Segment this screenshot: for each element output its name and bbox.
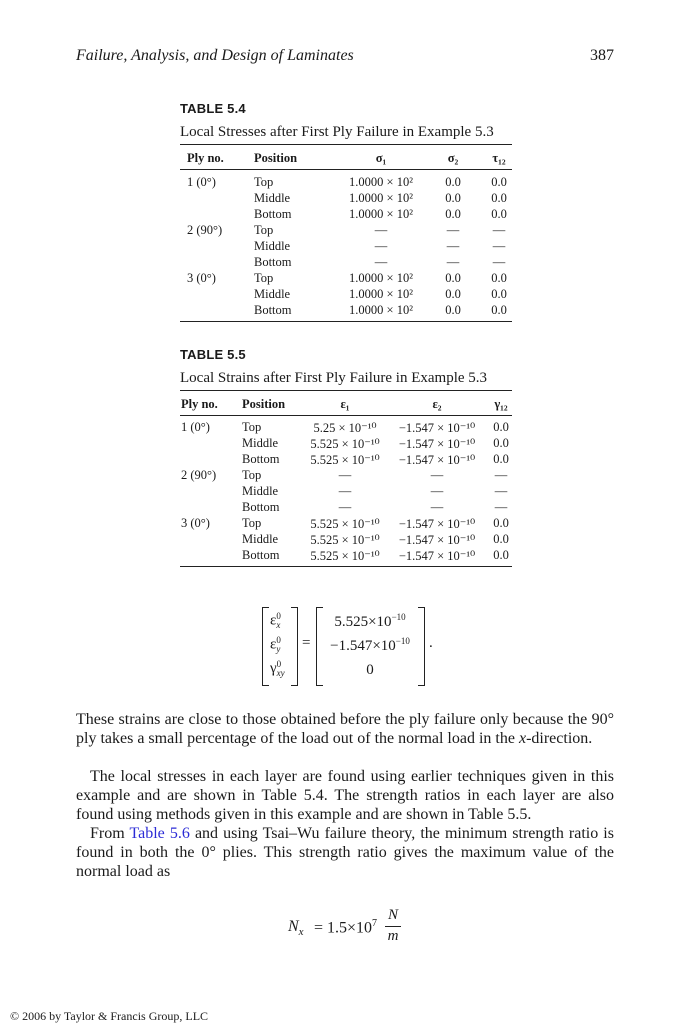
table-cell-position: Top xyxy=(254,175,274,189)
table-cell-position: Bottom xyxy=(242,500,280,514)
right-bracket-rhs xyxy=(418,607,425,686)
value-mantissa: −1.547×10 xyxy=(330,638,396,654)
table-cell-col-3: 1.0000 × 10² xyxy=(349,271,413,285)
table-cell-col-4: −1.547 × 10⁻¹⁰ xyxy=(398,437,476,451)
table-5-4-bottom-rule xyxy=(180,321,512,322)
load-value-mantissa: = 1.5×10 xyxy=(314,919,373,937)
table-cell-col-5: 0.0 xyxy=(491,175,507,189)
table-cell-col-4: — xyxy=(430,500,444,514)
table-cell-position: Bottom xyxy=(254,255,292,269)
table-cell-position: Top xyxy=(242,468,262,482)
header-col-5: τ₁₂ xyxy=(492,151,506,165)
table-5-5-top-rule xyxy=(180,390,512,391)
table-cell-col-5: — xyxy=(494,500,508,514)
fraction-bar xyxy=(385,926,401,927)
table-5-4-top-rule xyxy=(180,144,512,145)
load-value xyxy=(314,918,377,937)
table-cell-col-5: 0.0 xyxy=(491,207,507,221)
load-subscript: x xyxy=(298,926,304,939)
table-cell-col-5: 0.0 xyxy=(493,548,509,562)
unit-denominator: m xyxy=(387,928,399,944)
table-cell-col-4: 0.0 xyxy=(445,287,461,301)
table-cell-col-5: 0.0 xyxy=(491,271,507,285)
header-col-4: ε₂ xyxy=(432,397,442,411)
paragraph-1-text-b: -direction. xyxy=(526,730,593,747)
table-cell-col-3: — xyxy=(338,468,352,482)
strain-component xyxy=(270,660,285,678)
value-exponent: −10 xyxy=(395,636,410,646)
equation-period: . xyxy=(429,635,433,651)
paragraph-1-text-a: These strains are close to those obtained before the ply failure only because the 90° ply takes a small percentage of the load out of the normal load in the xyxy=(76,711,614,747)
table-cell-position: Top xyxy=(242,516,262,530)
strain-symbol: γ xyxy=(270,660,277,677)
table-cell-col-4: −1.547 × 10⁻¹⁰ xyxy=(398,533,476,547)
table-cell-position: Top xyxy=(242,420,262,434)
strain-symbol: ε xyxy=(270,636,277,653)
table-cell-position: Middle xyxy=(242,484,279,498)
table-cell-col-4: 0.0 xyxy=(445,303,461,317)
table-cell-position: Middle xyxy=(242,532,279,546)
table-cell-col-3: 1.0000 × 10² xyxy=(349,175,413,189)
value-mantissa: 5.525×10 xyxy=(334,614,392,630)
strain-component xyxy=(270,612,281,630)
load-symbol xyxy=(288,918,304,938)
table-cell-col-4: −1.547 × 10⁻¹⁰ xyxy=(398,549,476,563)
table-cell-col-5: 0.0 xyxy=(491,303,507,317)
table-cell-col-3: 5.525 × 10⁻¹⁰ xyxy=(310,533,380,547)
table-cell-ply-no: 2 (90°) xyxy=(187,223,223,237)
table-cell-position: Middle xyxy=(254,239,291,253)
table-cell-col-3: — xyxy=(338,484,352,498)
left-bracket-lhs xyxy=(262,607,269,686)
strain-symbol: ε xyxy=(270,612,277,629)
load-symbol-n: N xyxy=(288,918,299,935)
header-ply-no: Ply no. xyxy=(181,397,218,411)
right-bracket-lhs xyxy=(291,607,298,686)
equals-sign: = xyxy=(302,635,311,651)
strain-subscript: xy xyxy=(276,668,285,678)
table-cell-col-5: 0.0 xyxy=(491,191,507,205)
table-cell-col-5: 0.0 xyxy=(493,452,509,466)
table-cell-col-4: −1.547 × 10⁻¹⁰ xyxy=(398,421,476,435)
strain-superscript: 0 xyxy=(276,611,281,621)
header-col-3: σ₁ xyxy=(375,151,387,165)
table-cell-col-4: −1.547 × 10⁻¹⁰ xyxy=(398,453,476,467)
table-cell-position: Top xyxy=(254,223,274,237)
table-cell-col-3: 5.525 × 10⁻¹⁰ xyxy=(310,517,380,531)
table-5-4-label: TABLE 5.4 xyxy=(180,101,246,116)
table-cell-col-4: −1.547 × 10⁻¹⁰ xyxy=(398,517,476,531)
strain-superscript: 0 xyxy=(276,635,281,645)
paragraph-3 xyxy=(76,824,614,881)
table-cell-col-4: 0.0 xyxy=(445,207,461,221)
paragraph-3-text-b: and using Tsai–Wu failure theory, the minimum strength ratio is found in both the 0° plies. This strength ratio gives the maximum value of the normal load as xyxy=(76,825,614,880)
table-cell-col-5: — xyxy=(492,239,506,253)
table-5-5-bottom-rule xyxy=(180,566,512,567)
table-cell-col-3: — xyxy=(374,255,388,269)
table-cell-col-4: 0.0 xyxy=(445,271,461,285)
table-cell-col-3: 1.0000 × 10² xyxy=(349,303,413,317)
table-cell-col-3: 5.25 × 10⁻¹⁰ xyxy=(313,421,377,435)
strain-subscript: y xyxy=(276,644,281,654)
table-cell-position: Top xyxy=(254,271,274,285)
value-mantissa: 0 xyxy=(366,662,374,678)
table-cell-col-4: — xyxy=(446,239,460,253)
table-cell-col-4: — xyxy=(430,468,444,482)
table-cell-ply-no: 3 (0°) xyxy=(187,271,216,285)
table-cell-col-4: — xyxy=(446,223,460,237)
value-component xyxy=(322,612,418,631)
table-5-4-header-rule xyxy=(180,169,512,170)
header-ply-no: Ply no. xyxy=(187,151,224,165)
table-cell-ply-no: 3 (0°) xyxy=(181,516,210,530)
strain-subscript: x xyxy=(276,620,281,630)
table-cell-col-5: — xyxy=(492,223,506,237)
paragraph-1-x: x xyxy=(518,730,527,747)
header-col-3: ε₁ xyxy=(340,397,350,411)
table-cell-col-3: 1.0000 × 10² xyxy=(349,191,413,205)
table-cell-ply-no: 1 (0°) xyxy=(181,420,210,434)
table-cell-col-3: 5.525 × 10⁻¹⁰ xyxy=(310,549,380,563)
paragraph-1 xyxy=(76,710,614,748)
strain-component xyxy=(270,636,281,654)
table-5-5-caption: Local Strains after First Ply Failure in Example 5.3 xyxy=(180,370,488,386)
table-cell-col-3: 5.525 × 10⁻¹⁰ xyxy=(310,437,380,451)
table-cell-col-4: — xyxy=(430,484,444,498)
table-cell-col-5: 0.0 xyxy=(491,287,507,301)
table-cell-col-5: 0.0 xyxy=(493,532,509,546)
table-cell-position: Bottom xyxy=(242,452,280,466)
header-col-5: γ₁₂ xyxy=(494,397,508,411)
table-cell-col-5: 0.0 xyxy=(493,516,509,530)
table-cell-col-5: — xyxy=(494,484,508,498)
table-5-4-caption: Local Stresses after First Ply Failure in Example 5.3 xyxy=(180,124,494,140)
table-cell-col-3: — xyxy=(338,500,352,514)
table-cell-col-3: 1.0000 × 10² xyxy=(349,287,413,301)
header-position: Position xyxy=(242,397,286,411)
strain-superscript: 0 xyxy=(276,659,282,669)
table-cell-col-3: 5.525 × 10⁻¹⁰ xyxy=(310,453,380,467)
unit-numerator: N xyxy=(387,907,398,923)
value-component xyxy=(322,636,418,655)
table-cell-col-4: 0.0 xyxy=(445,191,461,205)
table-cell-col-3: 1.0000 × 10² xyxy=(349,207,413,221)
table-cell-col-5: 0.0 xyxy=(493,436,509,450)
table-cell-position: Bottom xyxy=(254,207,292,221)
table-cell-position: Middle xyxy=(254,191,291,205)
value-component xyxy=(322,660,418,679)
table-5-6-link[interactable]: Table 5.6 xyxy=(129,825,190,842)
table-cell-col-5: — xyxy=(494,468,508,482)
load-value-exponent: 7 xyxy=(372,918,378,929)
header-col-4: σ₂ xyxy=(447,151,459,165)
table-cell-ply-no: 1 (0°) xyxy=(187,175,216,189)
table-cell-position: Bottom xyxy=(242,548,280,562)
page-number: 387 xyxy=(590,47,614,64)
table-cell-col-3: — xyxy=(374,223,388,237)
paragraph-2: The local stresses in each layer are found using earlier techniques given in this example and are shown in Table 5.4. The strength ratios in each layer are also found using methods given in this example and are shown in Table 5.5. xyxy=(76,768,614,823)
header-position: Position xyxy=(254,151,298,165)
copyright-footer: © 2006 by Taylor & Francis Group, LLC xyxy=(10,1009,209,1023)
table-5-5-label: TABLE 5.5 xyxy=(180,347,246,362)
table-cell-col-4: — xyxy=(446,255,460,269)
table-5-5-header-rule xyxy=(180,415,512,416)
table-cell-col-4: 0.0 xyxy=(445,175,461,189)
table-cell-position: Middle xyxy=(242,436,279,450)
table-cell-position: Middle xyxy=(254,287,291,301)
table-cell-ply-no: 2 (90°) xyxy=(181,468,217,482)
running-title: Failure, Analysis, and Design of Laminates xyxy=(76,47,354,64)
table-cell-position: Bottom xyxy=(254,303,292,317)
table-cell-col-5: 0.0 xyxy=(493,420,509,434)
value-exponent: −10 xyxy=(391,612,406,622)
table-cell-col-3: — xyxy=(374,239,388,253)
table-cell-col-5: — xyxy=(492,255,506,269)
paragraph-3-text-a: From xyxy=(90,825,130,842)
